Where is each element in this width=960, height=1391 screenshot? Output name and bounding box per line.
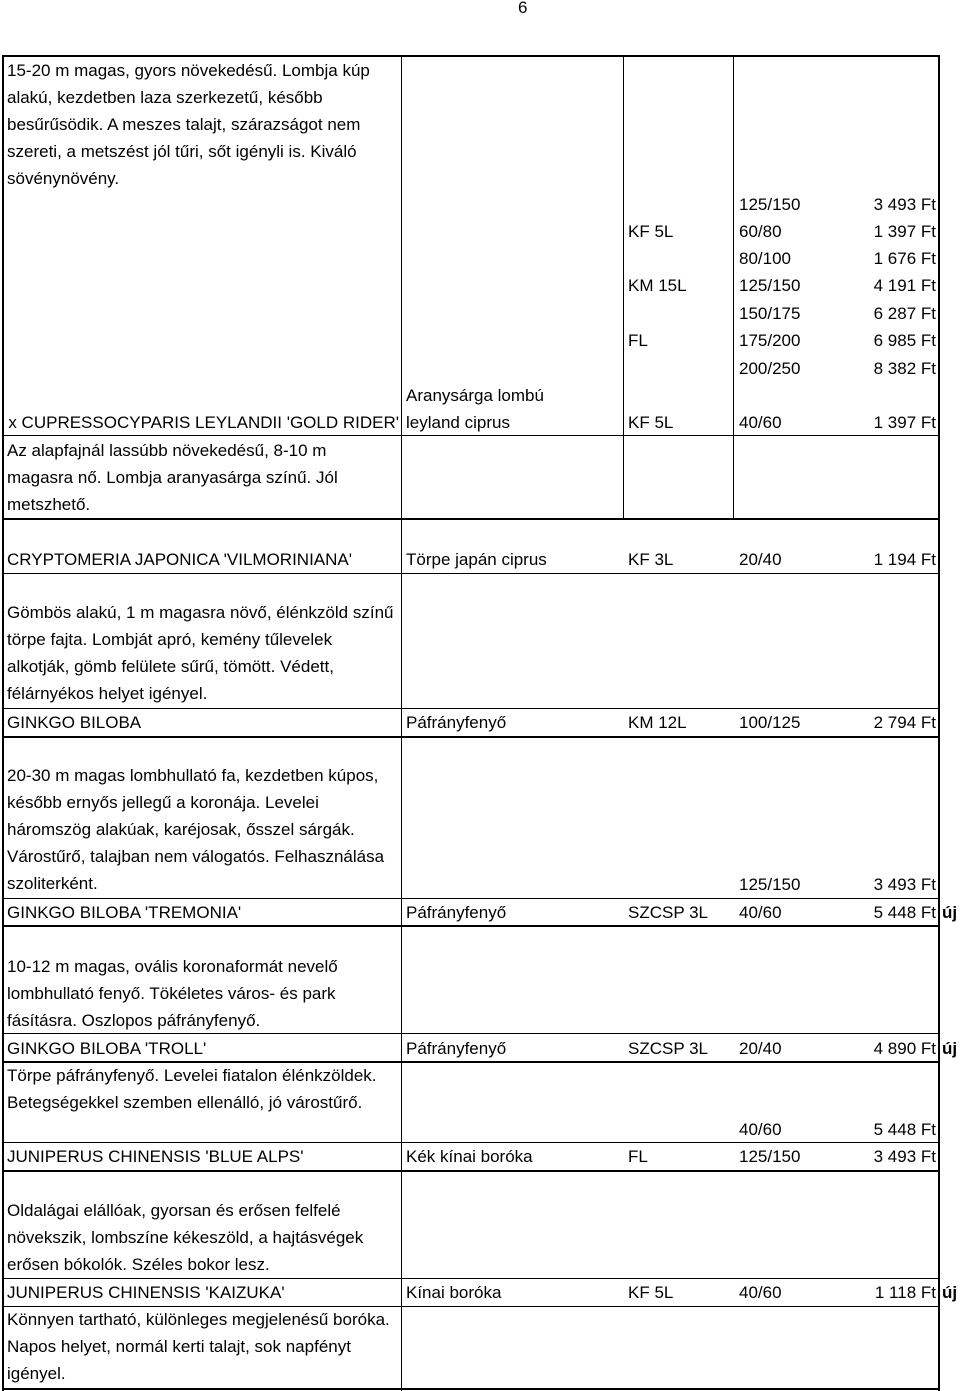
price: 5 448 Ft xyxy=(873,903,936,922)
product-name: GINKGO BILOBA 'TREMONIA' xyxy=(7,903,242,922)
product-description: Törpe páfrányfenyő. Levelei fiatalon élénkzöldek. Betegségekkel szemben ellenálló, jó várostűrő. xyxy=(7,1066,377,1112)
container-type: KM 15L xyxy=(628,276,687,295)
container-type: KF 5L xyxy=(628,1283,674,1302)
container-type: KF 3L xyxy=(628,550,674,569)
product-description: Oldalágai elállóak, gyorsan és erősen felfelé növekszik, lombszíne kékeszöld, a hajtásvégek erősen bókolók. Széles bokor lesz. xyxy=(7,1201,364,1274)
product-description: Könnyen tartható, különleges megjelenésű boróka. Napos helyet, normál kerti talajt, sok napfényt igényel. xyxy=(7,1310,390,1383)
price: 1 118 Ft xyxy=(874,1283,936,1302)
common-name: Páfrányfenyő xyxy=(406,713,507,732)
new-badge: új xyxy=(942,1283,958,1302)
price: 2 794 Ft xyxy=(873,713,936,732)
product-description: 20-30 m magas lombhullató fa, kezdetben kúpos, később ernyős jellegű a koronája. Levelei háromszög alakúak, karéjosak, ősszel sárgák. Várostűrő, talajban nem válogatós. Felhasználása szoliterként. xyxy=(7,766,385,893)
price: 1 397 Ft xyxy=(873,222,936,241)
product-description: Gömbös alakú, 1 m magasra növő, élénkzöld színű törpe fajta. Lombját apró, kemény tűlevelek alkotják, gömb felülete sűrű, tömött. Védett, félárnyékos helyet igényel. xyxy=(7,603,394,703)
common-name: Kék kínai boróka xyxy=(406,1147,533,1166)
size-range: 100/125 xyxy=(739,713,801,732)
size-range: 80/100 xyxy=(739,249,791,268)
price: 1 397 Ft xyxy=(873,413,936,432)
price: 3 493 Ft xyxy=(873,195,936,214)
product-description: 10-12 m magas, ovális koronaformát nevelő lombhullató fenyő. Tökéletes város- és park fásításra. Oszlopos páfrányfenyő. xyxy=(7,957,338,1030)
price: 1 676 Ft xyxy=(873,249,936,268)
price: 8 382 Ft xyxy=(873,359,936,378)
size-range: 20/40 xyxy=(739,1039,782,1058)
price: 3 493 Ft xyxy=(873,875,936,894)
size-range: 125/150 xyxy=(739,195,801,214)
size-range: 40/60 xyxy=(739,1120,782,1139)
container-type: KM 12L xyxy=(628,713,687,732)
price: 6 985 Ft xyxy=(873,331,936,350)
size-range: 150/175 xyxy=(739,304,801,323)
common-name: Aranysárga lombú xyxy=(406,386,544,405)
price: 5 448 Ft xyxy=(873,1120,936,1139)
container-type: SZCSP 3L xyxy=(628,1039,709,1058)
size-range: 125/150 xyxy=(739,276,801,295)
price: 4 191 Ft xyxy=(873,276,936,295)
container-type: KF 5L xyxy=(628,222,674,241)
product-name: JUNIPERUS CHINENSIS 'KAIZUKA' xyxy=(7,1283,285,1302)
page-number: 6 xyxy=(518,0,528,17)
product-name: JUNIPERUS CHINENSIS 'BLUE ALPS' xyxy=(7,1147,304,1166)
size-range: 20/40 xyxy=(739,550,782,569)
container-type: SZCSP 3L xyxy=(628,903,709,922)
new-badge: új xyxy=(942,903,958,922)
common-name: Páfrányfenyő xyxy=(406,1039,507,1058)
container-type: FL xyxy=(628,1147,648,1166)
size-range: 40/60 xyxy=(739,413,782,432)
price: 3 493 Ft xyxy=(873,1147,936,1166)
price: 1 194 Ft xyxy=(873,550,936,569)
product-name: x CUPRESSOCYPARIS LEYLANDII 'GOLD RIDER' xyxy=(8,413,399,432)
size-range: 200/250 xyxy=(739,359,801,378)
product-name: CRYPTOMERIA JAPONICA 'VILMORINIANA' xyxy=(7,550,352,569)
product-name: GINKGO BILOBA 'TROLL' xyxy=(7,1039,207,1058)
price: 6 287 Ft xyxy=(873,304,936,323)
size-range: 125/150 xyxy=(739,1147,801,1166)
size-range: 175/200 xyxy=(739,331,801,350)
container-type: FL xyxy=(628,331,648,350)
price: 4 890 Ft xyxy=(873,1039,936,1058)
size-range: 125/150 xyxy=(739,875,801,894)
product-description: Az alapfajnál lassúbb növekedésű, 8-10 m magasra nő. Lombja aranyasárga színű. Jól metszhető. xyxy=(7,441,338,514)
size-range: 40/60 xyxy=(739,903,782,922)
common-name: Törpe japán ciprus xyxy=(406,550,547,569)
common-name: Kínai boróka xyxy=(406,1283,502,1302)
product-name: GINKGO BILOBA xyxy=(7,713,142,732)
common-name: Páfrányfenyő xyxy=(406,903,507,922)
size-range: 60/80 xyxy=(739,222,782,241)
product-description: 15-20 m magas, gyors növekedésű. Lombja kúp alakú, kezdetben laza szerkezetű, később besűrűsödik. A meszes talajt, szárazságot nem szereti, a metszést jól tűri, sőt igényli is. Kiváló sövénynövény. xyxy=(7,61,370,188)
container-type: KF 5L xyxy=(628,413,674,432)
common-name: leyland ciprus xyxy=(406,413,510,432)
size-range: 40/60 xyxy=(739,1283,782,1302)
new-badge: új xyxy=(942,1039,958,1058)
